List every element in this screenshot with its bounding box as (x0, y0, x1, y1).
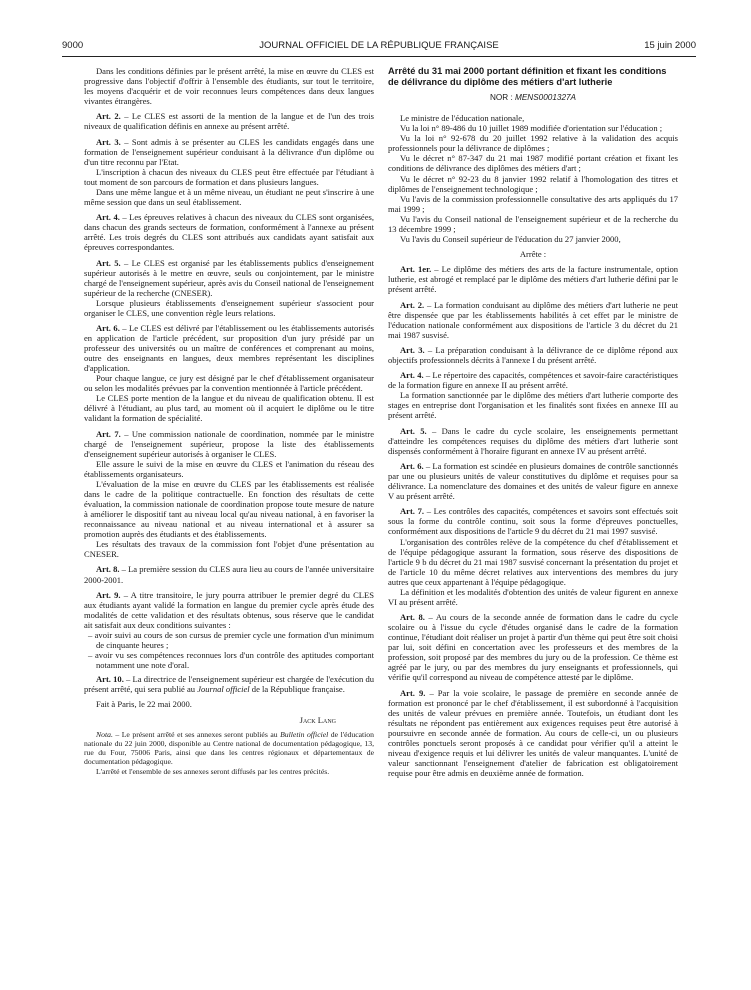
article-text: – Sont admis à se présenter au CLES les candidats engagés dans une formation de l'enseignement supérieur conduisant à la délivrance d'un diplôme ou d'un titre reconnu par l'Etat. (84, 136, 374, 167)
article-text: – Une commission nationale de coordination, nommée par le ministre chargé de l'enseignement supérieur, propose la liste des établissements d'enseignement supérieur autorisés à organiser le CLES. (84, 428, 374, 459)
nor-label: NOR : (489, 93, 516, 103)
decree-title: Arrêté du 31 mai 2000 portant définition et fixant les conditions de délivrance du diplôme des métiers d'art lutherie (388, 66, 667, 87)
page-number: 9000 (62, 40, 84, 51)
nota-label: Nota. (96, 729, 113, 739)
signature: Jack Lang (299, 714, 336, 725)
article-text: – Le diplôme des métiers des arts de la facture instrumentale, option lutherie, est abrogé et remplacé par le diplôme des métiers d'art lutherie défini par le présent arrêté. (388, 264, 678, 295)
vu-item: Vu le décret n° 87-347 du 21 mai 1987 modifié portant création et fixant les conditions de délivrance des diplômes des métiers d'art ; (388, 153, 678, 174)
article-6-para-2: Pour chaque langue, ce jury est désigné par le chef d'établissement organisateur ou selon les modalités prévues par la convention mentionnée à l'article précédent. (84, 373, 374, 394)
article-9 (84, 590, 374, 630)
vu-item: Vu la loi n° 92-678 du 20 juillet 1992 relative à la validation des acquis professionnels pour la délivrance de diplômes ; (388, 133, 678, 154)
article-label: Art. 8. (96, 564, 120, 575)
article-text: – Le répertoire des capacités, compétences et savoir-faire caractéristiques de la formation figure en annexe II au présent arrêté. (388, 370, 678, 391)
place-date: Fait à Paris, le 22 mai 2000. (96, 699, 192, 710)
article-label: Art. 7. (400, 506, 425, 517)
minister-line: Le ministre de l'éducation nationale, (400, 113, 525, 124)
article-text: – Les épreuves relatives à chacun des niveaux du CLES sont organisées, dans chacun des grands secteurs de formation, conformément à l'annexe au présent arrêté. Les trois degrés du CLES sont attribués aux candidats ayant satisfait aux épreuves correspondantes. (84, 212, 374, 253)
article-text: – Par la voie scolaire, le passage de première en seconde année de formation est prononcé par le chef d'établissement, il est subordonné à l'acquisition des unités de valeur prévues en première année. Toutefois, un étudiant dont les résultats ne répondent pas entièrement aux exigences requises peut être autorisé à poursuivre en seconde année de formation. Au cours de celle-ci, un ou plusieurs contrôles ponctuels seront proposés à ce candidat pour vérifier qu'il a atteint le niveau d'exigence requis et lui délivrer les unités de valeur manquantes. L'unité de valeur sanctionnant l'enseignement d'atelier de fabrication est obligatoirement requise pour être admis en deuxième année de formation. (388, 687, 678, 778)
nota (84, 730, 374, 767)
article-label: Art. 4. (96, 212, 120, 223)
article-text: – La formation est scindée en plusieurs domaines de contrôle sanctionnés par une ou plusieurs unités de valeur constitutives du diplôme et requises pour sa délivrance. La nomenclature des domaines et des unités de valeur figure en annexe V au présent arrêté. (388, 461, 679, 502)
article-8 (388, 612, 678, 682)
journal-title: JOURNAL OFFICIEL DE LA RÉPUBLIQUE FRANÇAISE (259, 40, 499, 51)
article-label: Art. 3. (400, 344, 425, 355)
article-text: – La formation conduisant au diplôme des métiers d'art lutherie ne peut être dispensée que par les établissements habilités à cet effet par le ministre de l'éducation nationale conformément aux dispositions de l'article 3 du décret du 21 mai 1987 susvisé. (388, 299, 678, 340)
article-7-para-2: L'organisation des contrôles relève de la compétence du chef d'établissement et de l'équipe pédagogique assurant la formation, sous réserve des dispositions de l'article 9 b du décret du 21 mai 1987 susvisé concernant la présentation du projet et de l'article 10 du même décret relatives aux interventions des membres du jury autres que ceux appartenant à l'équipe pédagogique. (388, 536, 678, 587)
intro-paragraph: Dans les conditions définies par le présent arrêté, la mise en œuvre du CLES est progressive dans l'objectif d'offrir à l'ensemble des étudiants, sur tout le territoire, les moyens d'acquérir et de voir reconnues leurs compétences dans deux langues vivantes étrangères. (84, 66, 374, 107)
article-3 (388, 345, 678, 365)
header-rule (62, 56, 696, 57)
article-text: – Le CLES est délivré par l'établissement ou les établissements autorisés en application de l'article précédent, sur proposition d'un jury présidé par un professeur des universités ou un maître de conférences et comprenant au moins, outre des enseignants en langues, deux membres représentant les disciplines d'application. (84, 323, 374, 374)
article-3-para-3: Dans une même langue et à un même niveau, un étudiant ne peut s'inscrire à une même session que dans un seul établissement. (84, 186, 374, 207)
article-2 (388, 300, 678, 340)
article-label: Art. 9. (400, 687, 426, 698)
nota-text-end: de l'éducation nationale du 22 juin 2000, disponible au Centre national de documentation pédagogique, 13, rue du Four, 75006 Paris, ainsi que dans les centres régionaux et départementaux de documentation pédagogique. (84, 729, 374, 767)
left-column (84, 66, 374, 781)
article-label: Art. 5. (400, 425, 427, 436)
article-10 (84, 674, 374, 694)
right-column (388, 66, 678, 783)
vu-item: Vu l'avis du Conseil supérieur de l'éducation du 27 janvier 2000, (400, 233, 621, 244)
vu-item: Vu le décret n° 92-23 du 8 janvier 1992 relatif à l'homologation des titres et diplômes de l'enseignement technologique ; (388, 173, 678, 194)
article-text: – Le CLES est organisé par les établissements publics d'enseignement supérieur autorisés à le mettre en œuvre, seuls ou conjointement, par le ministre chargé de l'enseignement supérieur, après avis du Conseil national de l'enseignement supérieur de la recherche (CNESER). (84, 257, 374, 298)
article-text: – La directrice de l'enseignement supérieur est chargée de l'exécution du présent arrêté, qui sera publié au (84, 674, 374, 695)
article-text: – A titre transitoire, le jury pourra attribuer le premier degré du CLES aux étudiants ayant validé la formation en langue du premier cycle après étude des modalités de cette validation et des résultats obtenus, sous réserve que le candidat ait satisfait aux deux conditions suivantes : (84, 589, 374, 630)
article-7 (84, 429, 374, 459)
article-4 (84, 212, 374, 252)
article-2 (84, 111, 374, 131)
article-text: – Au cours de la seconde année de formation dans le cadre du cycle scolaire ou à l'issue du cycle d'études organisé dans le cadre de la formation continue, l'étudiant doit réaliser un projet à partir d'un thème qui peut être soit choisi par lui, soit défini en concertation avec les professeurs et des membres de la profession, soit proposé par des membres du jury ou de la profession. Ce thème est agréé par le jury, ou par des membres du jury enseignants et professionnels, qui vérifie qu'il correspond au niveau de compétence attesté par le diplôme. (388, 612, 679, 683)
vu-item: Vu la loi n° 89-486 du 10 juillet 1989 modifiée d'orientation sur l'éducation ; (400, 123, 663, 134)
nota-text: – Le présent arrêté et ses annexes seront publiés au (112, 729, 281, 739)
article-1 (388, 264, 678, 294)
article-label: Art. 3. (96, 136, 121, 147)
article-text-end: de la République française. (249, 684, 345, 695)
article-label: Art. 10. (96, 674, 124, 685)
article-3-para-2: L'inscription à chacun des niveaux du CLES peut être effectuée par l'étudiant à tout moment de son parcours de formation et dans plusieurs langues. (84, 166, 374, 187)
article-6-para-3: Le CLES porte mention de la langue et du niveau de qualification obtenu. Il est délivré à l'étudiant, au plus tard, au moment où il acquiert le diplôme ou le titre validant la formation de spécialité. (84, 393, 374, 424)
article-text: – La première session du CLES aura lieu au cours de l'année universitaire 2000-2001. (84, 564, 374, 585)
article-6 (388, 461, 678, 501)
article-label: Art. 6. (96, 323, 120, 334)
article-label: Art. 5. (96, 257, 121, 268)
article-label: Art. 2. (96, 111, 121, 122)
bulletin-reference: Bulletin officiel (280, 729, 329, 739)
article-5-para-2: Lorsque plusieurs établissements d'enseignement supérieur s'associent pour organiser le CLES, une convention règle leurs relations. (84, 297, 374, 318)
article-7-para-4: Les résultats des travaux de la commission font l'objet d'une présentation au CNESER. (84, 539, 374, 560)
article-4-para-2: La formation sanctionnée par le diplôme des métiers d'art lutherie comporte des stages en entreprise dont l'organisation et les finalités sont fixées en annexe III au présent arrêté. (388, 390, 678, 421)
article-9-conditions (84, 630, 374, 670)
article-7-para-2: Elle assure le suivi de la mise en œuvre du CLES et l'animation du réseau des établissements organisateurs. (84, 458, 374, 479)
article-label: Art. 1er. (400, 264, 432, 275)
article-5 (84, 258, 374, 298)
vu-item: Vu l'avis du Conseil national de l'enseignement supérieur et de la recherche du 13 décembre 1999 ; (388, 213, 678, 234)
page-header (62, 40, 696, 54)
article-9 (388, 688, 678, 778)
issue-date: 15 juin 2000 (644, 40, 696, 51)
article-7 (388, 506, 678, 536)
journal-reference: Journal officiel (197, 684, 250, 695)
article-6 (84, 323, 374, 373)
article-text: – Le CLES est assorti de la mention de la langue et de l'un des trois niveaux de qualification définis en annexe au présent arrêté. (84, 111, 374, 132)
article-8 (84, 564, 374, 584)
nota-para-2: L'arrêté et l'ensemble de ses annexes seront diffusés par les centres précités. (96, 766, 330, 776)
article-label: Art. 2. (400, 299, 425, 310)
list-item: – avoir vu ses compétences reconnues lors d'un contrôle des aptitudes comportant notamment une note d'oral. (88, 650, 374, 671)
vu-item: Vu l'avis de la commission professionnelle consultative des arts appliqués du 17 mai 1999 ; (388, 193, 678, 214)
list-item: – avoir suivi au cours de son cursus de premier cycle une formation d'un minimum de cinquante heures ; (88, 629, 374, 650)
arrete-heading: Arrête : (519, 249, 547, 260)
article-3 (84, 137, 374, 167)
article-text: – Les contrôles des capacités, compétences et savoirs sont effectués soit sous la forme du contrôle continu, soit sous la forme d'épreuves ponctuelles, conformément aux dispositions de l'article 9 du décret du 21 mai 1997 susvisé. (388, 506, 678, 537)
article-label: Art. 6. (400, 461, 424, 471)
article-text: – La préparation conduisant à la délivrance de ce diplôme répond aux objectifs professionnels décrits à l'annexe I du présent arrêté. (388, 344, 678, 366)
article-5 (388, 426, 678, 456)
article-label: Art. 7. (96, 428, 121, 439)
article-label: Art. 9. (96, 589, 121, 600)
nor-reference (388, 93, 678, 103)
article-text: – Dans le cadre du cycle scolaire, les enseignements permettant d'atteindre les compétences requises du diplôme des métiers d'art lutherie sont dispensés conformément à l'horaire figurant en annexe IV au présent arrêté. (388, 425, 678, 456)
article-label: Art. 8. (400, 612, 425, 623)
article-label: Art. 4. (400, 370, 424, 381)
article-7-para-3: L'évaluation de la mise en œuvre du CLES par les établissements est réalisée dans le cadre de la politique contractuelle. En fonction des résultats de cette évaluation, la commission nationale de coordination propose toute mesure de nature à améliorer le dispositif tant au niveau local qu'au niveau national, à en favoriser la reconnaissance au niveau national et au niveau international et à assurer sa promotion auprès des étudiants et des établissements. (84, 478, 374, 540)
nor-code: MENS0001327A (515, 93, 577, 103)
article-4 (388, 370, 678, 390)
article-7-para-3: La définition et les modalités d'obtention des unités de valeur figurent en annexe VI au présent arrêté. (388, 586, 678, 607)
